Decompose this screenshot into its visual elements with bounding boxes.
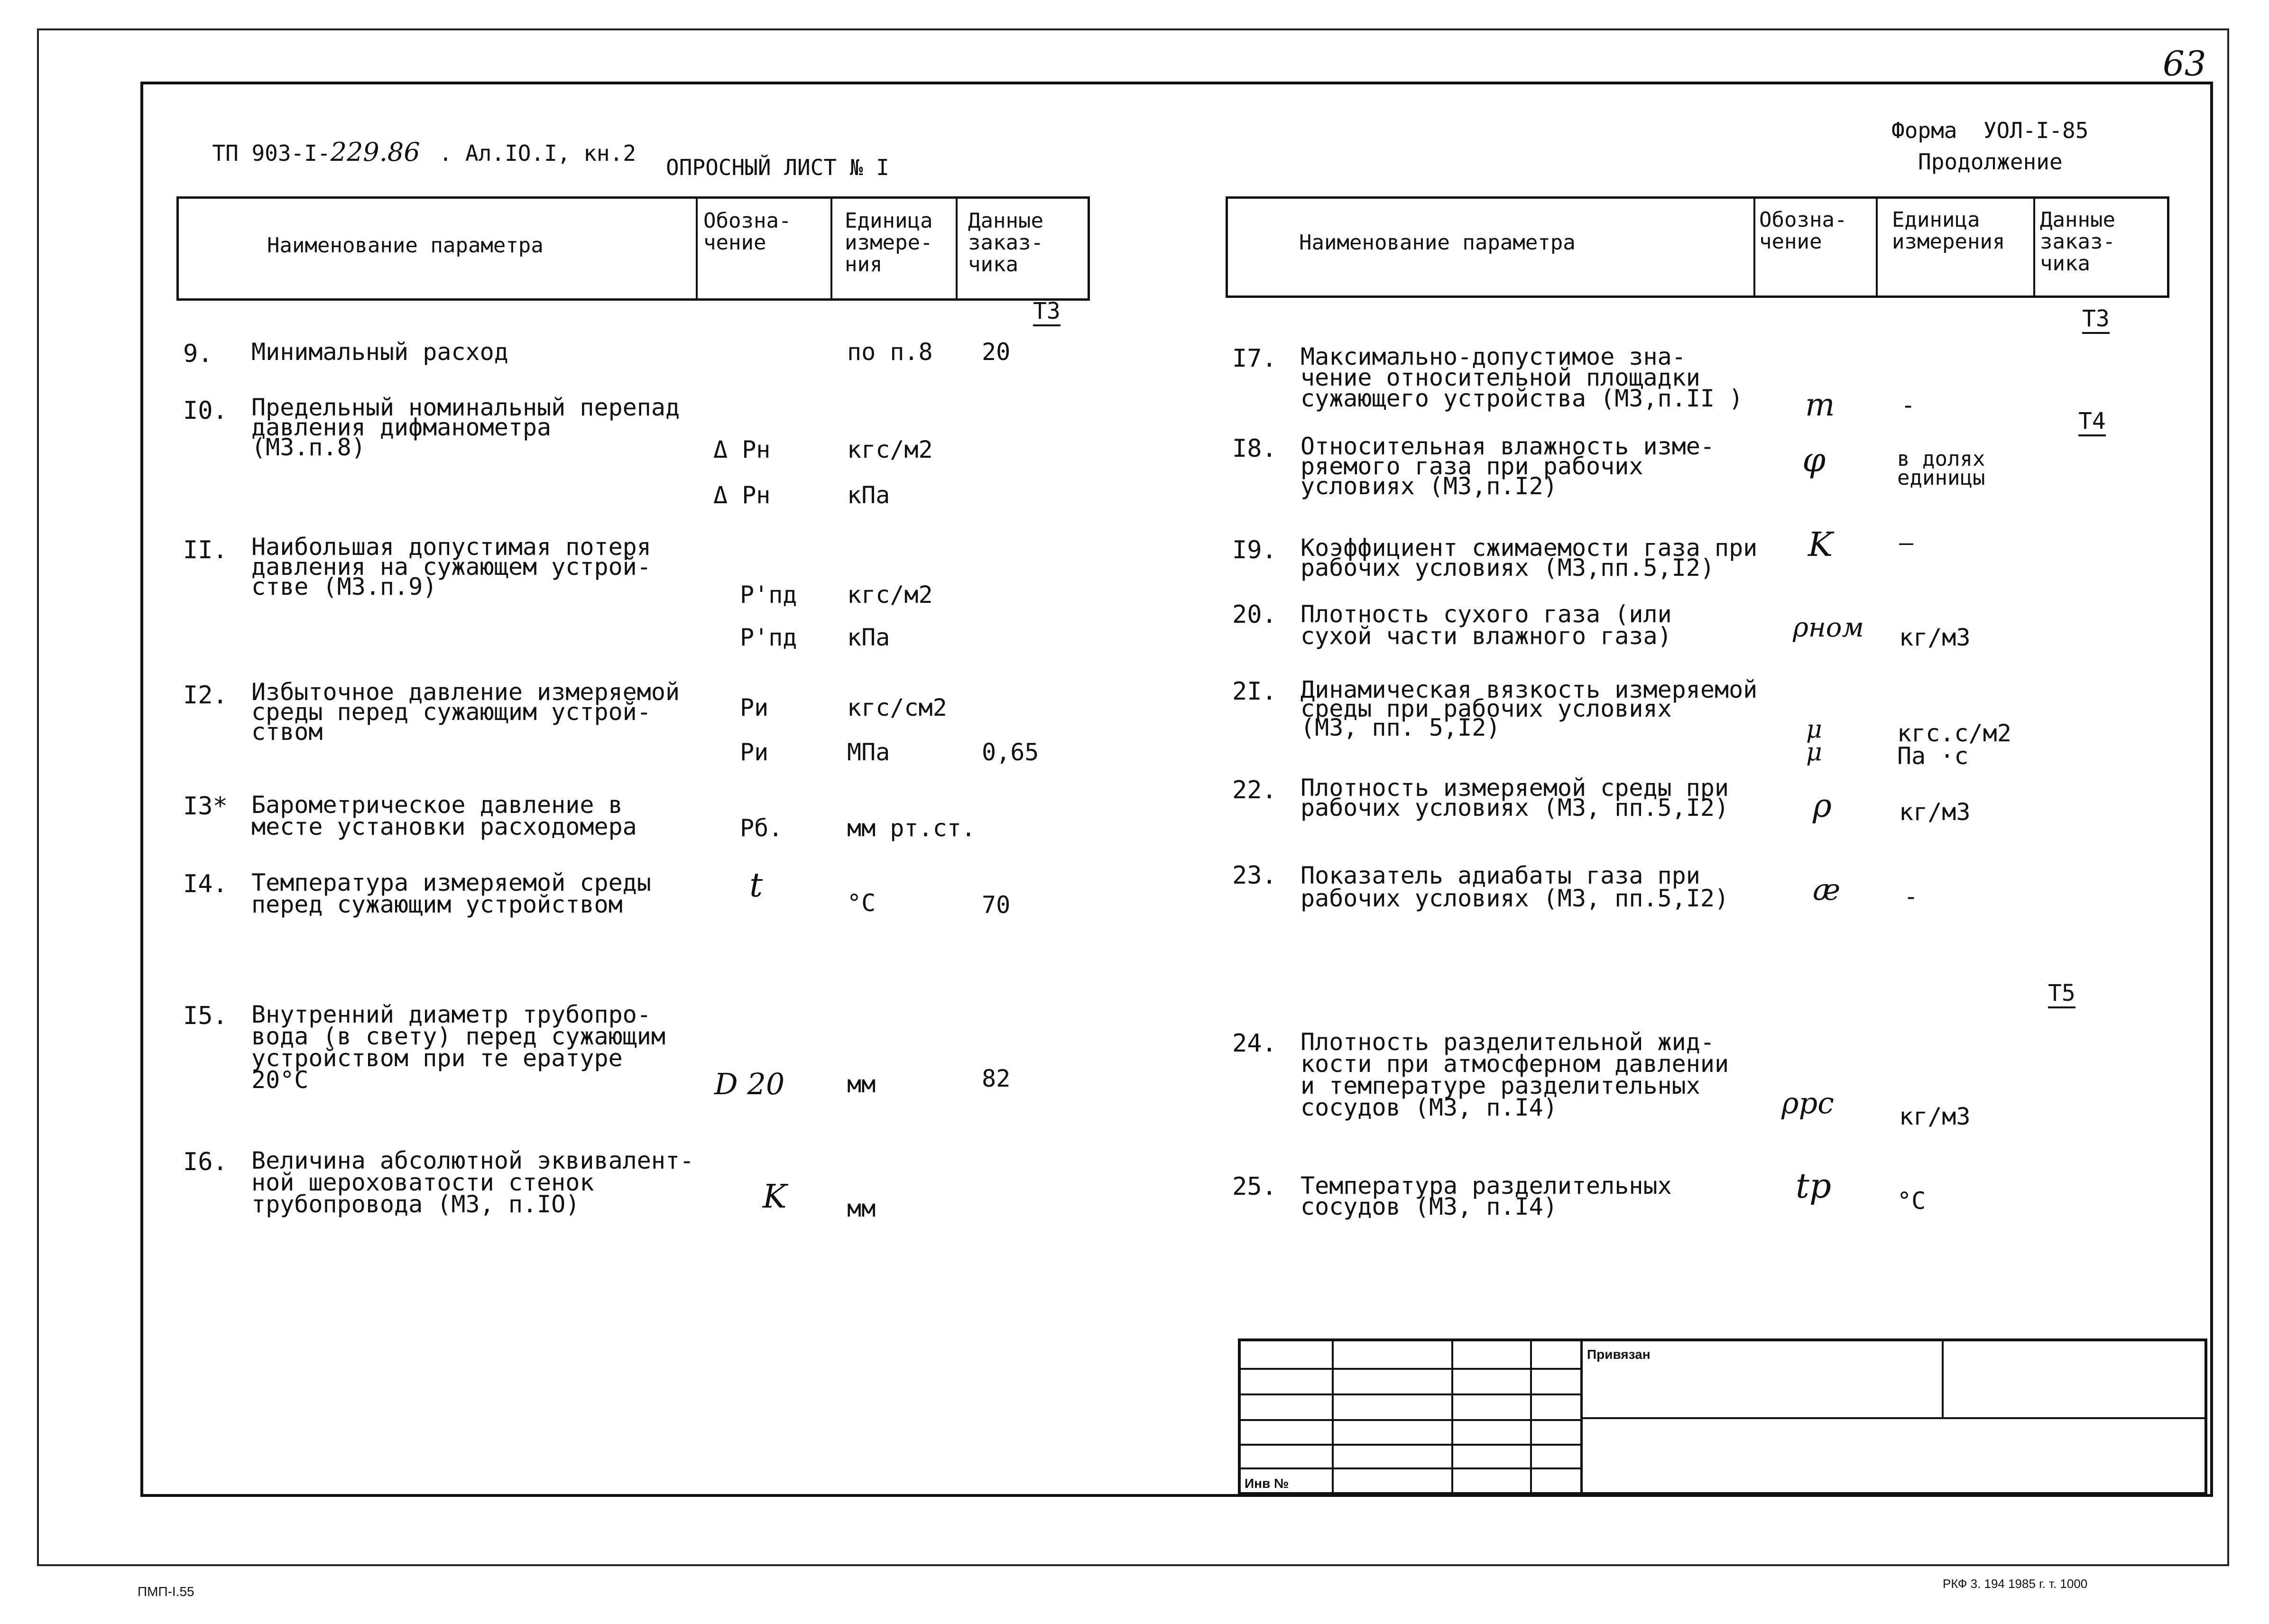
- row-value: 70: [982, 891, 1011, 919]
- left-tag-t3: ТЗ: [1033, 298, 1061, 326]
- row-designation: K: [1808, 525, 1833, 564]
- row-unit: -: [1901, 391, 1916, 419]
- doc-code-printed: ТП 903-I-: [212, 140, 331, 166]
- row-designation: φ: [1802, 441, 1826, 480]
- stamp-linked-label: Привязан: [1587, 1347, 1651, 1362]
- left-table-header: [176, 196, 1090, 301]
- row-number: 24.: [1232, 1029, 1277, 1058]
- row-number: I6.: [183, 1148, 228, 1176]
- row-number: 20.: [1232, 600, 1277, 629]
- continuation-label: Продолжение: [1918, 149, 2063, 175]
- row-number: I2.: [183, 681, 228, 710]
- right-table-header: [1226, 196, 2169, 298]
- right-tag-t4: Т4: [2078, 408, 2106, 436]
- row-number: I5.: [183, 1002, 228, 1030]
- row-number: II.: [183, 536, 228, 564]
- row-designation: ρ: [1813, 787, 1832, 825]
- title-stamp: [1238, 1338, 2207, 1495]
- row-unit: кг/м3: [1899, 624, 1971, 651]
- row-number: 9.: [183, 340, 213, 368]
- stamp-inv-label: Инв №: [1245, 1476, 1289, 1491]
- row-value: 82: [982, 1065, 1011, 1092]
- row-unit: в долях единицы: [1897, 447, 1985, 490]
- row-number: 2I.: [1232, 677, 1277, 706]
- doc-code-handwritten: 229.86: [330, 137, 420, 167]
- row-designation: m: [1805, 387, 1835, 423]
- row-number: 25.: [1232, 1172, 1277, 1201]
- row-designation: Р'пд: [740, 581, 797, 609]
- row-unit: мм: [847, 1070, 876, 1098]
- row-name: Предельный номинальный перепад давления дифманометра (МЗ.п.8): [251, 394, 680, 461]
- row-unit: кПа: [847, 624, 890, 651]
- row-designation: t: [749, 866, 763, 904]
- row-designation: Δ Рн: [713, 436, 771, 463]
- right-header-designation: Обозна- чение: [1759, 208, 1847, 254]
- right-header-customer: Данные заказ- чика: [2040, 208, 2115, 276]
- row-designation: ρрс: [1781, 1086, 1834, 1120]
- row-unit: °С: [847, 889, 876, 917]
- footer-right: РКФ 3. 194 1985 г. т. 1000: [1943, 1577, 2088, 1591]
- row-name: Динамическая вязкость измеряемой среды при рабочих условиях (МЗ, пп. 5,I2): [1301, 676, 1758, 741]
- row-name: Наибольшая допустимая потеря давления на сужающем устрой- стве (МЗ.п.9): [251, 533, 651, 600]
- row-designation: K: [763, 1178, 787, 1216]
- page-number: 63: [2163, 44, 2206, 83]
- row-designation: Ри: [740, 738, 769, 766]
- row-value: 0,65: [982, 738, 1039, 766]
- row-designation: Рб.: [740, 814, 783, 842]
- row-name: Внутренний диаметр трубопро- вода (в свету) перед сужающим устройством при те ературе 20°С: [251, 1001, 665, 1094]
- row-number: I0.: [183, 397, 228, 425]
- row-name: Величина абсолютной эквивалент- ной шероховатости стенок трубопровода (МЗ, п.IO): [251, 1147, 694, 1218]
- row-number: I3*: [183, 792, 228, 821]
- row-number: I7.: [1232, 344, 1277, 373]
- row-name: Барометрическое давление в месте установки расходомера: [251, 791, 637, 840]
- right-tag-t5: Т5: [2048, 980, 2075, 1008]
- row-value: 20: [982, 338, 1011, 366]
- row-unit: мм: [847, 1195, 876, 1222]
- row-unit: МПа: [847, 738, 890, 766]
- row-unit: -: [1904, 883, 1919, 910]
- row-designation: Ри: [740, 694, 769, 721]
- row-unit: —: [1899, 529, 1914, 556]
- row-name: Избыточное давление измеряемой среды перед сужающим устрой- ством: [251, 678, 680, 746]
- row-name: Температура измеряемой среды перед сужающим устройством: [251, 869, 651, 918]
- row-name: Максимально-допустимое зна- чение относительной площадки сужающего устройства (МЗ,п.II ): [1301, 343, 1743, 412]
- left-header-unit: Единица измере- ния: [845, 209, 933, 277]
- row-designation: D 20: [714, 1067, 785, 1101]
- row-number: 22.: [1232, 776, 1277, 804]
- right-tag-t3: ТЗ: [2082, 305, 2110, 334]
- row-unit: кг/м3: [1899, 798, 1971, 826]
- row-number: I9.: [1232, 536, 1277, 564]
- row-number: I8.: [1232, 434, 1277, 463]
- row-unit: мм рт.ст.: [847, 814, 976, 842]
- left-header-name: Наименование параметра: [267, 233, 544, 258]
- row-designation: Р'пд: [740, 624, 797, 651]
- row-unit: кг/м3: [1899, 1103, 1971, 1130]
- footer-left: ПМП-I.55: [138, 1584, 194, 1599]
- row-name: Относительная влажность изме- ряемого газа при рабочих условиях (МЗ,п.I2): [1301, 433, 1715, 500]
- row-unit: по п.8: [847, 338, 933, 366]
- row-name: Температура разделительных сосудов (МЗ, п.I4): [1301, 1172, 1672, 1220]
- left-header-customer: Данные заказ- чика: [968, 209, 1043, 277]
- row-name: Показатель адиабаты газа при рабочих условиях (МЗ, пп.5,I2): [1301, 862, 1729, 912]
- row-designation: Δ Рн: [713, 481, 771, 509]
- row-unit: кгс/м2: [847, 436, 933, 463]
- row-designation: tр: [1796, 1166, 1832, 1206]
- row-designation: μ μ: [1806, 715, 1822, 766]
- row-unit: кгс/м2: [847, 581, 933, 609]
- row-unit: кПа: [847, 481, 890, 509]
- row-unit: кгс.с/м2 Па ·с: [1897, 720, 2011, 770]
- right-header-name: Наименование параметра: [1299, 231, 1576, 255]
- row-unit: °С: [1897, 1187, 1926, 1215]
- row-designation: ρном: [1793, 612, 1864, 643]
- row-name: Плотность разделительной жид- кости при атмосферном давлении и температуре разделительных сосудов (МЗ, п.I4): [1301, 1028, 1729, 1121]
- doc-ref: . Ал.IO.I, кн.2: [439, 140, 636, 166]
- right-header-unit: Единица измерения: [1892, 208, 2005, 254]
- row-name: Плотность сухого газа (или сухой части влажного газа): [1301, 600, 1672, 650]
- row-unit: кгс/см2: [847, 694, 947, 721]
- left-header-designation: Обозна- чение: [703, 209, 792, 255]
- row-designation: æ: [1813, 872, 1841, 907]
- row-name: Плотность измеряемой среды при рабочих условиях (МЗ, пп.5,I2): [1301, 774, 1729, 821]
- form-code: Форма УОЛ-I-85: [1891, 118, 2089, 143]
- doc-code: [186, 120, 636, 167]
- row-number: I4.: [183, 870, 228, 898]
- row-name: Коэффициент сжимаемости газа при рабочих условиях (МЗ,пп.5,I2): [1301, 534, 1758, 581]
- sheet-title: ОПРОСНЫЙ ЛИСТ № I: [666, 155, 889, 180]
- row-number: 23.: [1232, 861, 1277, 890]
- row-name: Минимальный расход: [251, 338, 508, 366]
